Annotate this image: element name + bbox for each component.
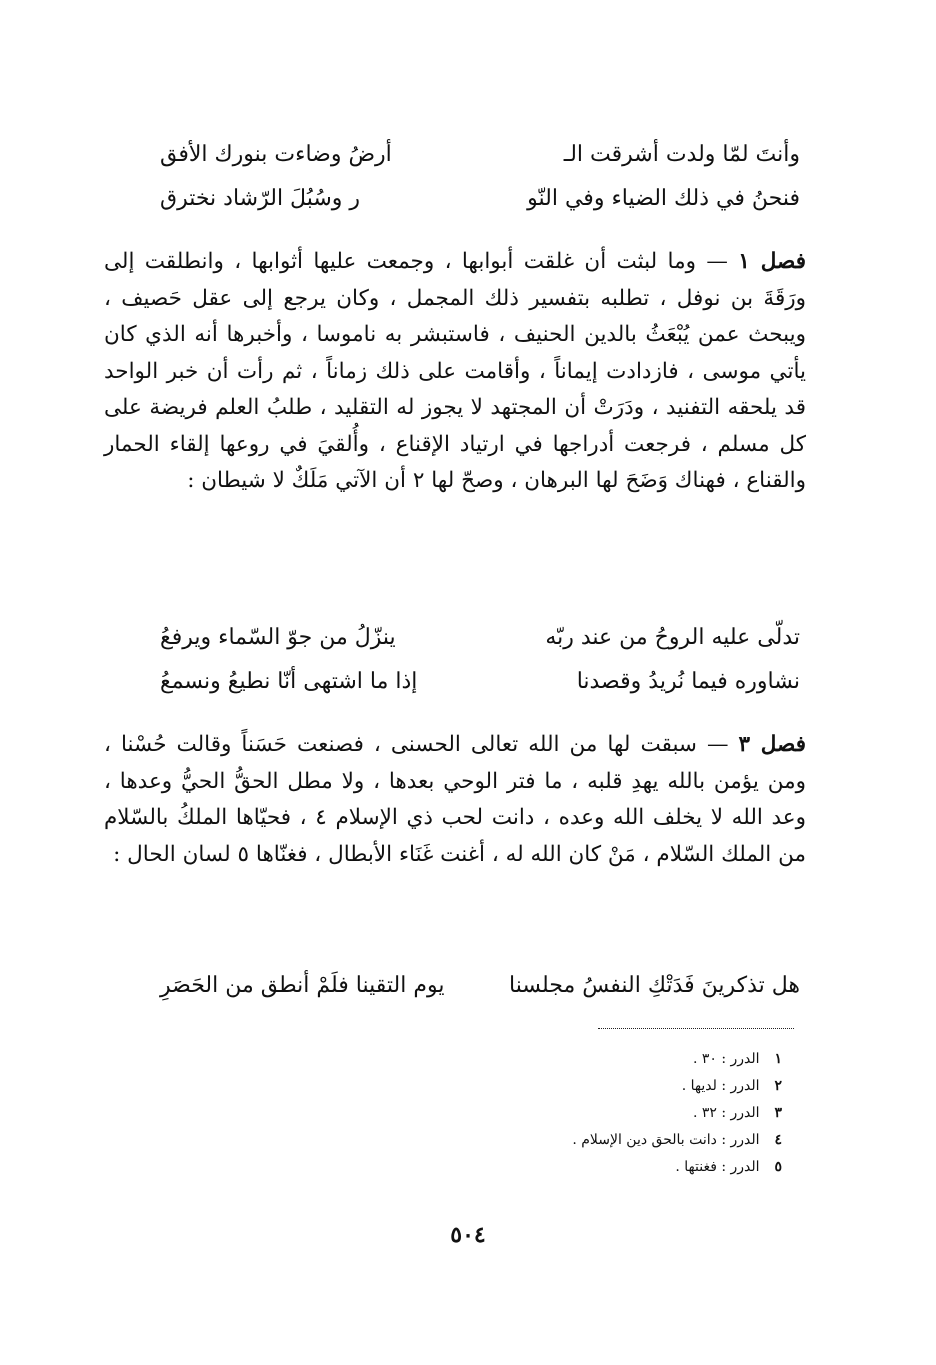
section-heading: فصل ٣ — [738, 732, 806, 757]
verse-hemistich-left: ينزّلُ من جوّ السّماء ويرفعُ — [160, 625, 396, 650]
footnote-item — [420, 1073, 782, 1100]
footnote-item — [420, 1154, 782, 1181]
verse-hemistich-left: أرضُ وضاءت بنورك الأفق — [160, 142, 392, 167]
verse-hemistich-right: هل تذكرينَ فَدَتْكِ النفسُ مجلسنا — [509, 973, 800, 998]
verse-line — [160, 964, 800, 1008]
verse-line — [160, 660, 800, 704]
verse-line — [160, 177, 800, 221]
verse-line — [160, 616, 800, 660]
footnote-text: الدرر : دانت بالحق دين الإسلام . — [572, 1132, 760, 1148]
page-number: ٥٠٤ — [450, 1222, 486, 1248]
footnote-number: ٥ — [774, 1159, 782, 1175]
verse-block-3 — [160, 964, 800, 1008]
verse-line — [160, 133, 800, 177]
paragraph-text: — وما لبثت أن غلقت أبوابها ، وجمعت عليها أثوابها ، وانطلقت إلى ورَقَةَ بن نوفل ، تطلبه بتفسير ذلك المجمل ، وكان يرجع إلى عقل حَصيف ، ويبحث عمن يُبْعَثُ بالدين الحنيف ، فاستبشر به ناموسا ، وأخبرها أنه الذي كان يأتي موسى ، فازدادت إيماناً ، وأقامت على ذلك زماناً ، ثم رأت أن خبر الواحد قد يلحقه التفنيد ، ودَرَتْ أن المجتهد لا يجوز له التقليد ، طلبُ العلم فريضة على كل مسلم ، فرجعت أدراجها في ارتياد الإقناع ، وأُلقيَ في روعها إلقاء الحمار والقناع ، فهناك وَضَحَ لها البرهان ، وصحّ لها ٢ أن الآتي مَلَكٌ لا شيطان : — [104, 249, 806, 493]
footnote-item — [420, 1046, 782, 1073]
footnote-text: الدرر : ٣٠ . — [692, 1051, 760, 1067]
verse-hemistich-right: تدلّى عليه الروحُ من عند ربّه — [545, 625, 800, 650]
verse-hemistich-right: وأنتَ لمّا ولدت أشرقت الـ — [563, 142, 800, 167]
verse-hemistich-left: ر وسُبُلَ الرّشاد نخترق — [160, 186, 361, 211]
verse-hemistich-right: نشاوره فيما نُريدُ وقصدنا — [576, 669, 800, 694]
footnote-separator — [598, 1028, 794, 1029]
footnote-number: ٤ — [774, 1132, 782, 1148]
verse-hemistich-left: إذا ما اشتهى أنّا نطيعُ ونسمعُ — [160, 669, 418, 694]
footnote-number: ١ — [774, 1051, 782, 1067]
footnote-text: الدرر : فغنتها . — [675, 1159, 760, 1175]
footnotes — [420, 1046, 782, 1181]
verse-hemistich-right: فنحنُ في ذلك الضياء وفي النّو — [527, 186, 800, 211]
footnote-number: ٢ — [774, 1078, 782, 1094]
paragraph-section-2 — [104, 727, 806, 873]
verse-hemistich-left: يوم التقينا فلَمْ أنطق من الحَصَرِ — [160, 973, 445, 998]
paragraph-section-1 — [104, 244, 806, 500]
verse-block-1 — [160, 133, 800, 221]
footnote-text: الدرر : لديها . — [681, 1078, 760, 1094]
verse-block-2 — [160, 616, 800, 704]
footnote-number: ٣ — [774, 1105, 782, 1121]
footnote-item — [420, 1127, 782, 1154]
paragraph-text: — سبقت لها من الله تعالى الحسنى ، فصنعت حَسَناً وقالت حُسْنا ، ومن يؤمن بالله يهدِ قلبه ، ما فتر الوحي بعدها ، ولا مطل الحقُّ الحيُّ وعدها ، وعد الله لا يخلف الله وعده ، دانت لحب ذي الإسلام ٤ ، فحيّاها الملكُ بالسّلام من الملك السّلام ، مَنْ كان الله له ، أغنت غَنَاء الأبطال ، فغنّاها ٥ لسان الحال : — [104, 732, 806, 867]
footnote-text: الدرر : ٣٢ . — [692, 1105, 760, 1121]
footnote-item — [420, 1100, 782, 1127]
section-heading: فصل ١ — [738, 249, 806, 274]
